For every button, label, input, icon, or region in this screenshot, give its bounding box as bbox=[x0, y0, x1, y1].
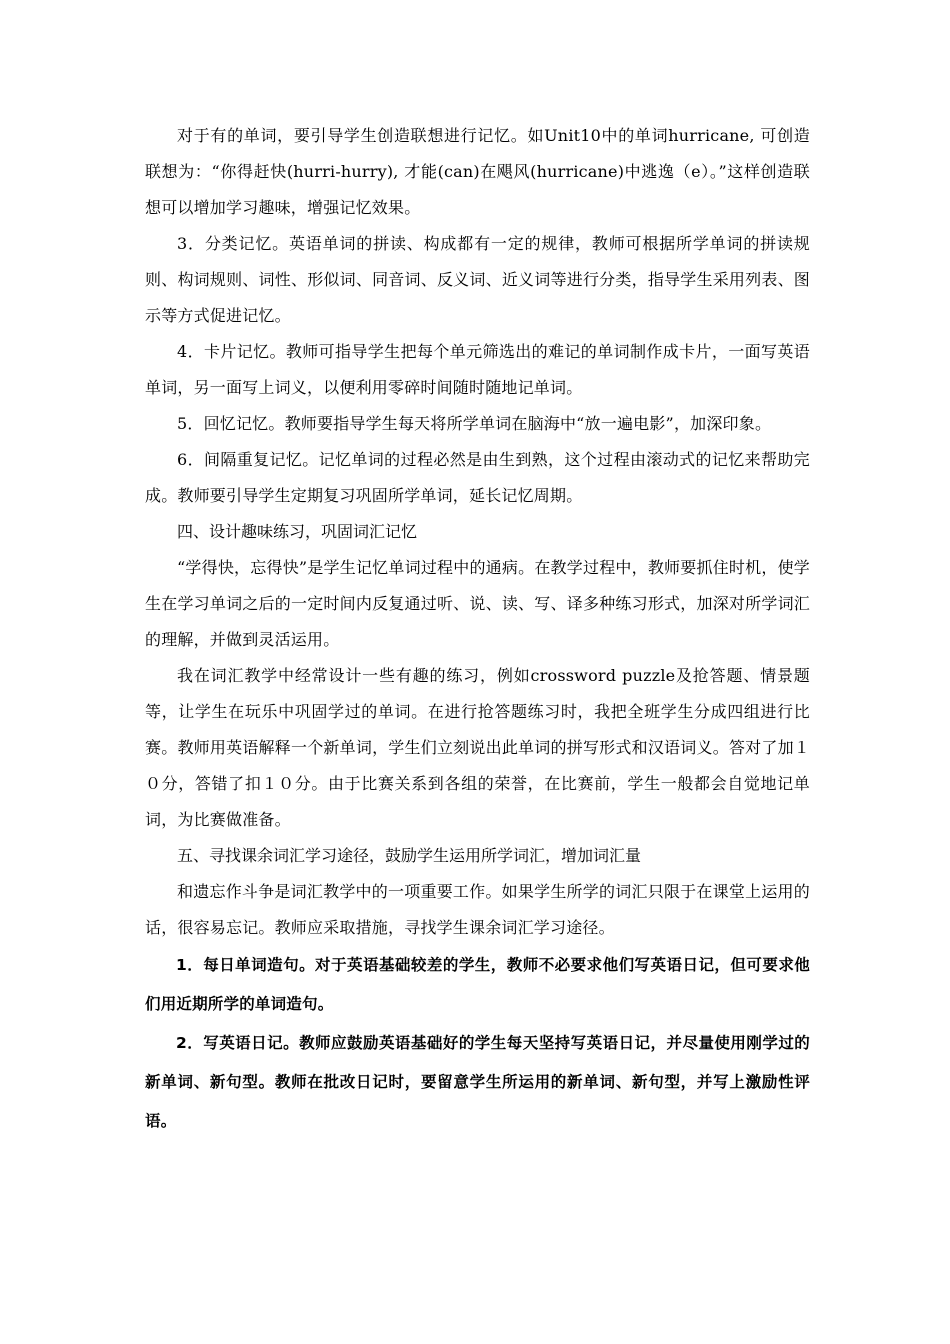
paragraph-card-memory: 4．卡片记忆。教师可指导学生把每个单元筛选出的难记的单词制作成卡片，一面写英语单词，另一面写上词义，以便利用零碎时间随时随地记单词。 bbox=[145, 342, 810, 397]
section-heading-five: 五、寻找课余词汇学习途径，鼓励学生运用所学词汇，增加词汇量 bbox=[177, 846, 642, 865]
document-body bbox=[145, 118, 810, 1141]
paragraph-daily-sentences: 1．每日单词造句。对于英语基础较差的学生，教师不必要求他们写英语日记，但可要求他们用近期所学的单词造句。 bbox=[145, 956, 810, 1013]
paragraph-learn-fast-forget-fast: “学得快，忘得快”是学生记忆单词过程中的通病。在教学过程中，教师要抓住时机，使学生在学习单词之后的一定时间内反复通过听、说、读、写、译多种练习形式，加深对所学词汇的理解，并做到灵活运用。 bbox=[145, 558, 810, 649]
paragraph-fun-exercises: 我在词汇教学中经常设计一些有趣的练习，例如crossword puzzle及抢答题、情景题等，让学生在玩乐中巩固学过的单词。在进行抢答题练习时，我把全班学生分成四组进行比赛。教师用英语解释一个新单词，学生们立刻说出此单词的拼写形式和汉语词义。答对了加１０分，答错了扣１０分。由于比赛关系到各组的荣誉，在比赛前，学生一般都会自觉地记单词，为比赛做准备。 bbox=[145, 666, 810, 829]
section-heading-four: 四、设计趣味练习，巩固词汇记忆 bbox=[177, 522, 418, 541]
paragraph-association-memory: 对于有的单词，要引导学生创造联想进行记忆。如Unit10中的单词hurricane, 可创造联想为：“你得赶快(hurri-hurry), 才能(can)在飓风(hurricane)中逃逸（e）。”这样创造联想可以增加学习趣味，增强记忆效果。 bbox=[145, 126, 810, 217]
paragraph-recall-memory: 5．回忆记忆。教师要指导学生每天将所学单词在脑海中“放一遍电影”，加深印象。 bbox=[177, 414, 772, 433]
paragraph-category-memory: 3．分类记忆。英语单词的拼读、构成都有一定的规律，教师可根据所学单词的拼读规则、构词规则、词性、形似词、同音词、反义词、近义词等进行分类，指导学生采用列表、图示等方式促进记忆。 bbox=[145, 234, 810, 325]
paragraph-spaced-repetition: 6．间隔重复记忆。记忆单词的过程必然是由生到熟，这个过程由滚动式的记忆来帮助完成。教师要引导学生定期复习巩固所学单词，延长记忆周期。 bbox=[145, 450, 810, 505]
paragraph-fight-forgetting: 和遗忘作斗争是词汇教学中的一项重要工作。如果学生所学的词汇只限于在课堂上运用的话，很容易忘记。教师应采取措施，寻找学生课余词汇学习途径。 bbox=[145, 882, 810, 937]
paragraph-english-diary: 2．写英语日记。教师应鼓励英语基础好的学生每天坚持写英语日记，并尽量使用刚学过的新单词、新句型。教师在批改日记时，要留意学生所运用的新单词、新句型，并写上激励性评语。 bbox=[145, 1034, 810, 1130]
